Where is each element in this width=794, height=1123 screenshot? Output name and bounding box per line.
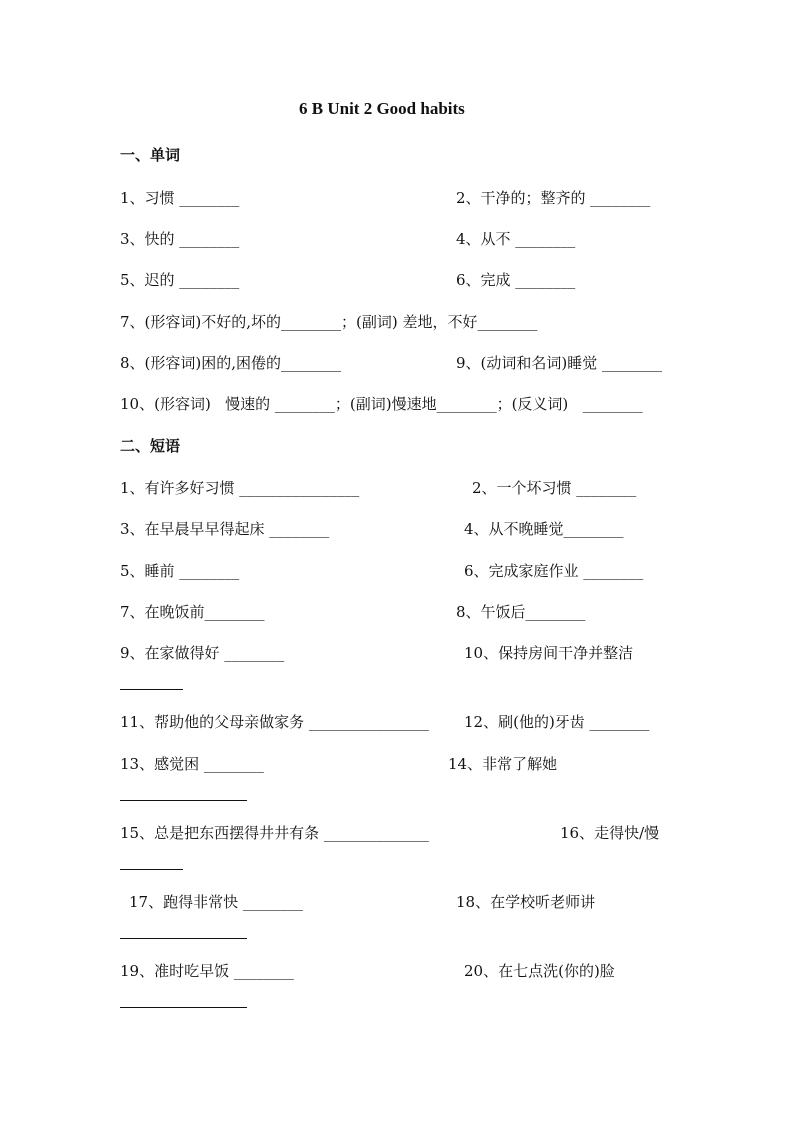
list-item: 4、从不 ________: [456, 230, 576, 248]
list-item: 8、午饭后________: [456, 603, 586, 621]
section-heading-phrases: 二、短语: [120, 437, 181, 455]
list-item: 5、睡前 ________: [120, 562, 240, 580]
list-item: 1、习惯 ________: [120, 189, 240, 207]
list-item: 1、有许多好习惯 ________________: [120, 479, 360, 497]
list-item: 18、在学校听老师讲: [456, 893, 596, 911]
section-heading-words: 一、单词: [120, 146, 181, 164]
list-item: 3、在早晨早早得起床 ________: [120, 520, 330, 538]
answer-blank: [120, 1007, 247, 1008]
list-item: 15、总是把东西摆得井井有条 ______________: [120, 824, 429, 842]
answer-blank: [120, 938, 247, 939]
list-item: 4、从不晚睡觉________: [464, 520, 624, 538]
list-item: 11、帮助他的父母亲做家务 ________________: [120, 713, 429, 731]
list-item: 12、刷(他的)牙齿 ________: [464, 713, 650, 731]
list-item: 7、(形容词)不好的,坏的________；(副词) 差地，不好________: [120, 313, 538, 331]
list-item: 6、完成 ________: [456, 271, 576, 289]
page-title: 6 B Unit 2 Good habits: [299, 99, 465, 118]
list-item: 17、跑得非常快 ________: [129, 893, 303, 911]
list-item: 13、感觉困 ________: [120, 755, 264, 773]
list-item: 3、快的 ________: [120, 230, 240, 248]
list-item: 10、(形容词) 慢速的 ________；(副词)慢速地________；(反义词) ________: [120, 395, 643, 413]
answer-blank: [120, 689, 183, 690]
list-item: 5、迟的 ________: [120, 271, 240, 289]
list-item: 8、(形容词)困的,困倦的________: [120, 354, 342, 372]
list-item: 7、在晚饭前________: [120, 603, 265, 621]
list-item: 19、准时吃早饭 ________: [120, 962, 294, 980]
list-item: 2、一个坏习惯 ________: [472, 479, 637, 497]
list-item: 6、完成家庭作业 ________: [464, 562, 644, 580]
list-item: 2、干净的；整齐的 ________: [456, 189, 651, 207]
list-item: 20、在七点洗(你的)脸: [464, 962, 615, 980]
answer-blank: [120, 800, 247, 801]
list-item: 9、在家做得好 ________: [120, 644, 285, 662]
list-item: 14、非常了解她: [448, 755, 558, 773]
list-item: 10、保持房间干净并整洁: [464, 644, 634, 662]
answer-blank: [120, 869, 183, 870]
list-item: 16、走得快/慢: [560, 824, 660, 842]
list-item: 9、(动词和名词)睡觉 ________: [456, 354, 663, 372]
